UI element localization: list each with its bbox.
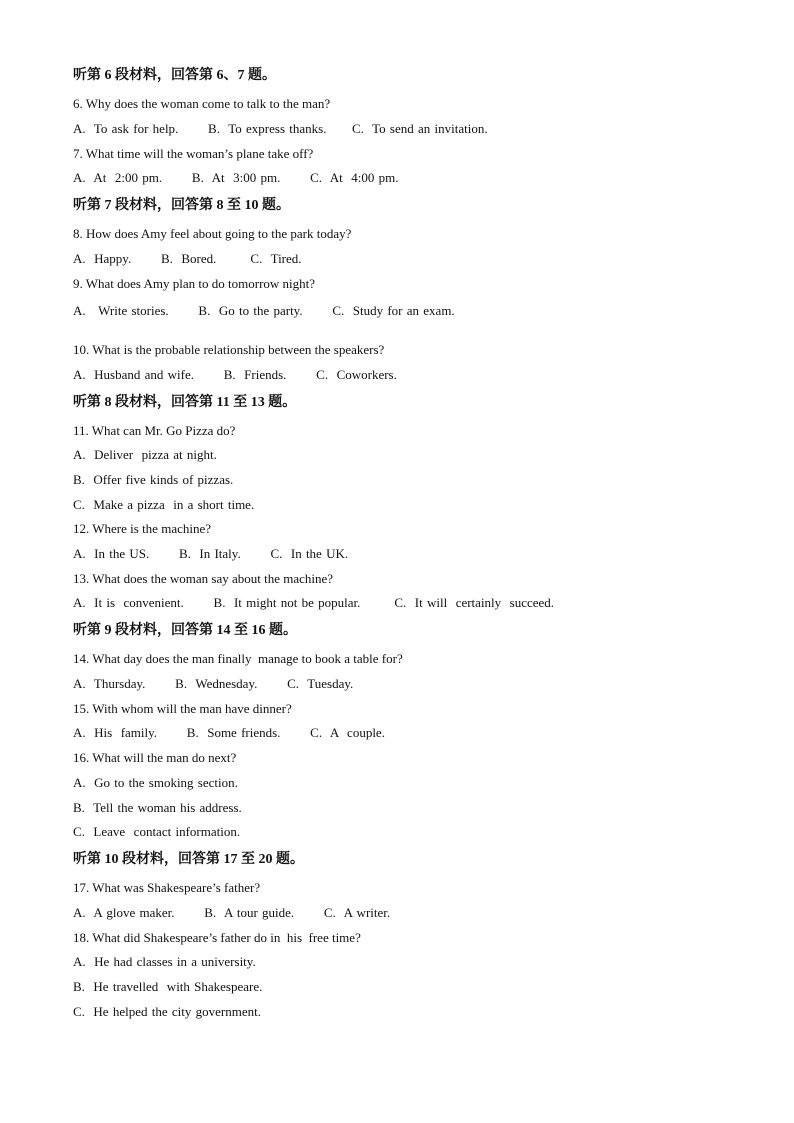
answer-option: C. Make a pizza in a short time. [73, 497, 255, 512]
question-text: 10. What is the probable relationship between the speakers? [73, 342, 385, 357]
answer-options: A. Write stories. B. Go to the party. C. Study for an exam. [73, 303, 455, 318]
answer-options: A. In the US. B. In Italy. C. In the UK. [73, 546, 349, 561]
question-text: 18. What did Shakespeare’s father do in his free time? [73, 930, 361, 945]
question-text: 7. What time will the woman’s plane take off? [73, 146, 314, 161]
section-heading: 听第 10 段材料，回答第 17 至 20 题。 [73, 852, 304, 867]
section-heading: 听第 8 段材料，回答第 11 至 13 题。 [73, 395, 297, 410]
answer-options: A. Thursday. B. Wednesday. C. Tuesday. [73, 676, 354, 691]
answer-option: C. Leave contact information. [73, 824, 241, 839]
section-heading: 听第 6 段材料，回答第 6、7 题。 [73, 68, 276, 83]
question-text: 14. What day does the man finally manage to book a table for? [73, 651, 403, 666]
answer-option: A. Go to the smoking section. [73, 775, 238, 790]
question-text: 15. With whom will the man have dinner? [73, 701, 292, 716]
section-heading: 听第 9 段材料，回答第 14 至 16 题。 [73, 623, 297, 638]
answer-option: C. He helped the city government. [73, 1004, 261, 1019]
answer-options: A. Happy. B. Bored. C. Tired. [73, 251, 302, 266]
answer-options: A. A glove maker. B. A tour guide. C. A writer. [73, 905, 391, 920]
question-text: 8. How does Amy feel about going to the park today? [73, 226, 352, 241]
answer-option: B. Offer five kinds of pizzas. [73, 472, 234, 487]
answer-options: A. His family. B. Some friends. C. A couple. [73, 725, 385, 740]
question-text: 17. What was Shakespeare’s father? [73, 880, 261, 895]
answer-option: A. He had classes in a university. [73, 954, 256, 969]
answer-options: A. To ask for help. B. To express thanks. C. To send an invitation. [73, 121, 488, 136]
question-text: 9. What does Amy plan to do tomorrow night? [73, 276, 316, 291]
answer-options: A. At 2:00 pm. B. At 3:00 pm. C. At 4:00 pm. [73, 170, 399, 185]
answer-option: A. Deliver pizza at night. [73, 447, 217, 462]
answer-options: A. Husband and wife. B. Friends. C. Coworkers. [73, 367, 397, 382]
question-text: 6. Why does the woman come to talk to the man? [73, 96, 331, 111]
question-text: 13. What does the woman say about the machine? [73, 571, 334, 586]
section-heading: 听第 7 段材料，回答第 8 至 10 题。 [73, 198, 290, 213]
answer-option: B. He travelled with Shakespeare. [73, 979, 263, 994]
question-text: 16. What will the man do next? [73, 750, 237, 765]
answer-options: A. It is convenient. B. It might not be popular. C. It will certainly succeed. [73, 595, 555, 610]
answer-option: B. Tell the woman his address. [73, 800, 242, 815]
question-text: 11. What can Mr. Go Pizza do? [73, 423, 236, 438]
question-text: 12. Where is the machine? [73, 521, 212, 536]
